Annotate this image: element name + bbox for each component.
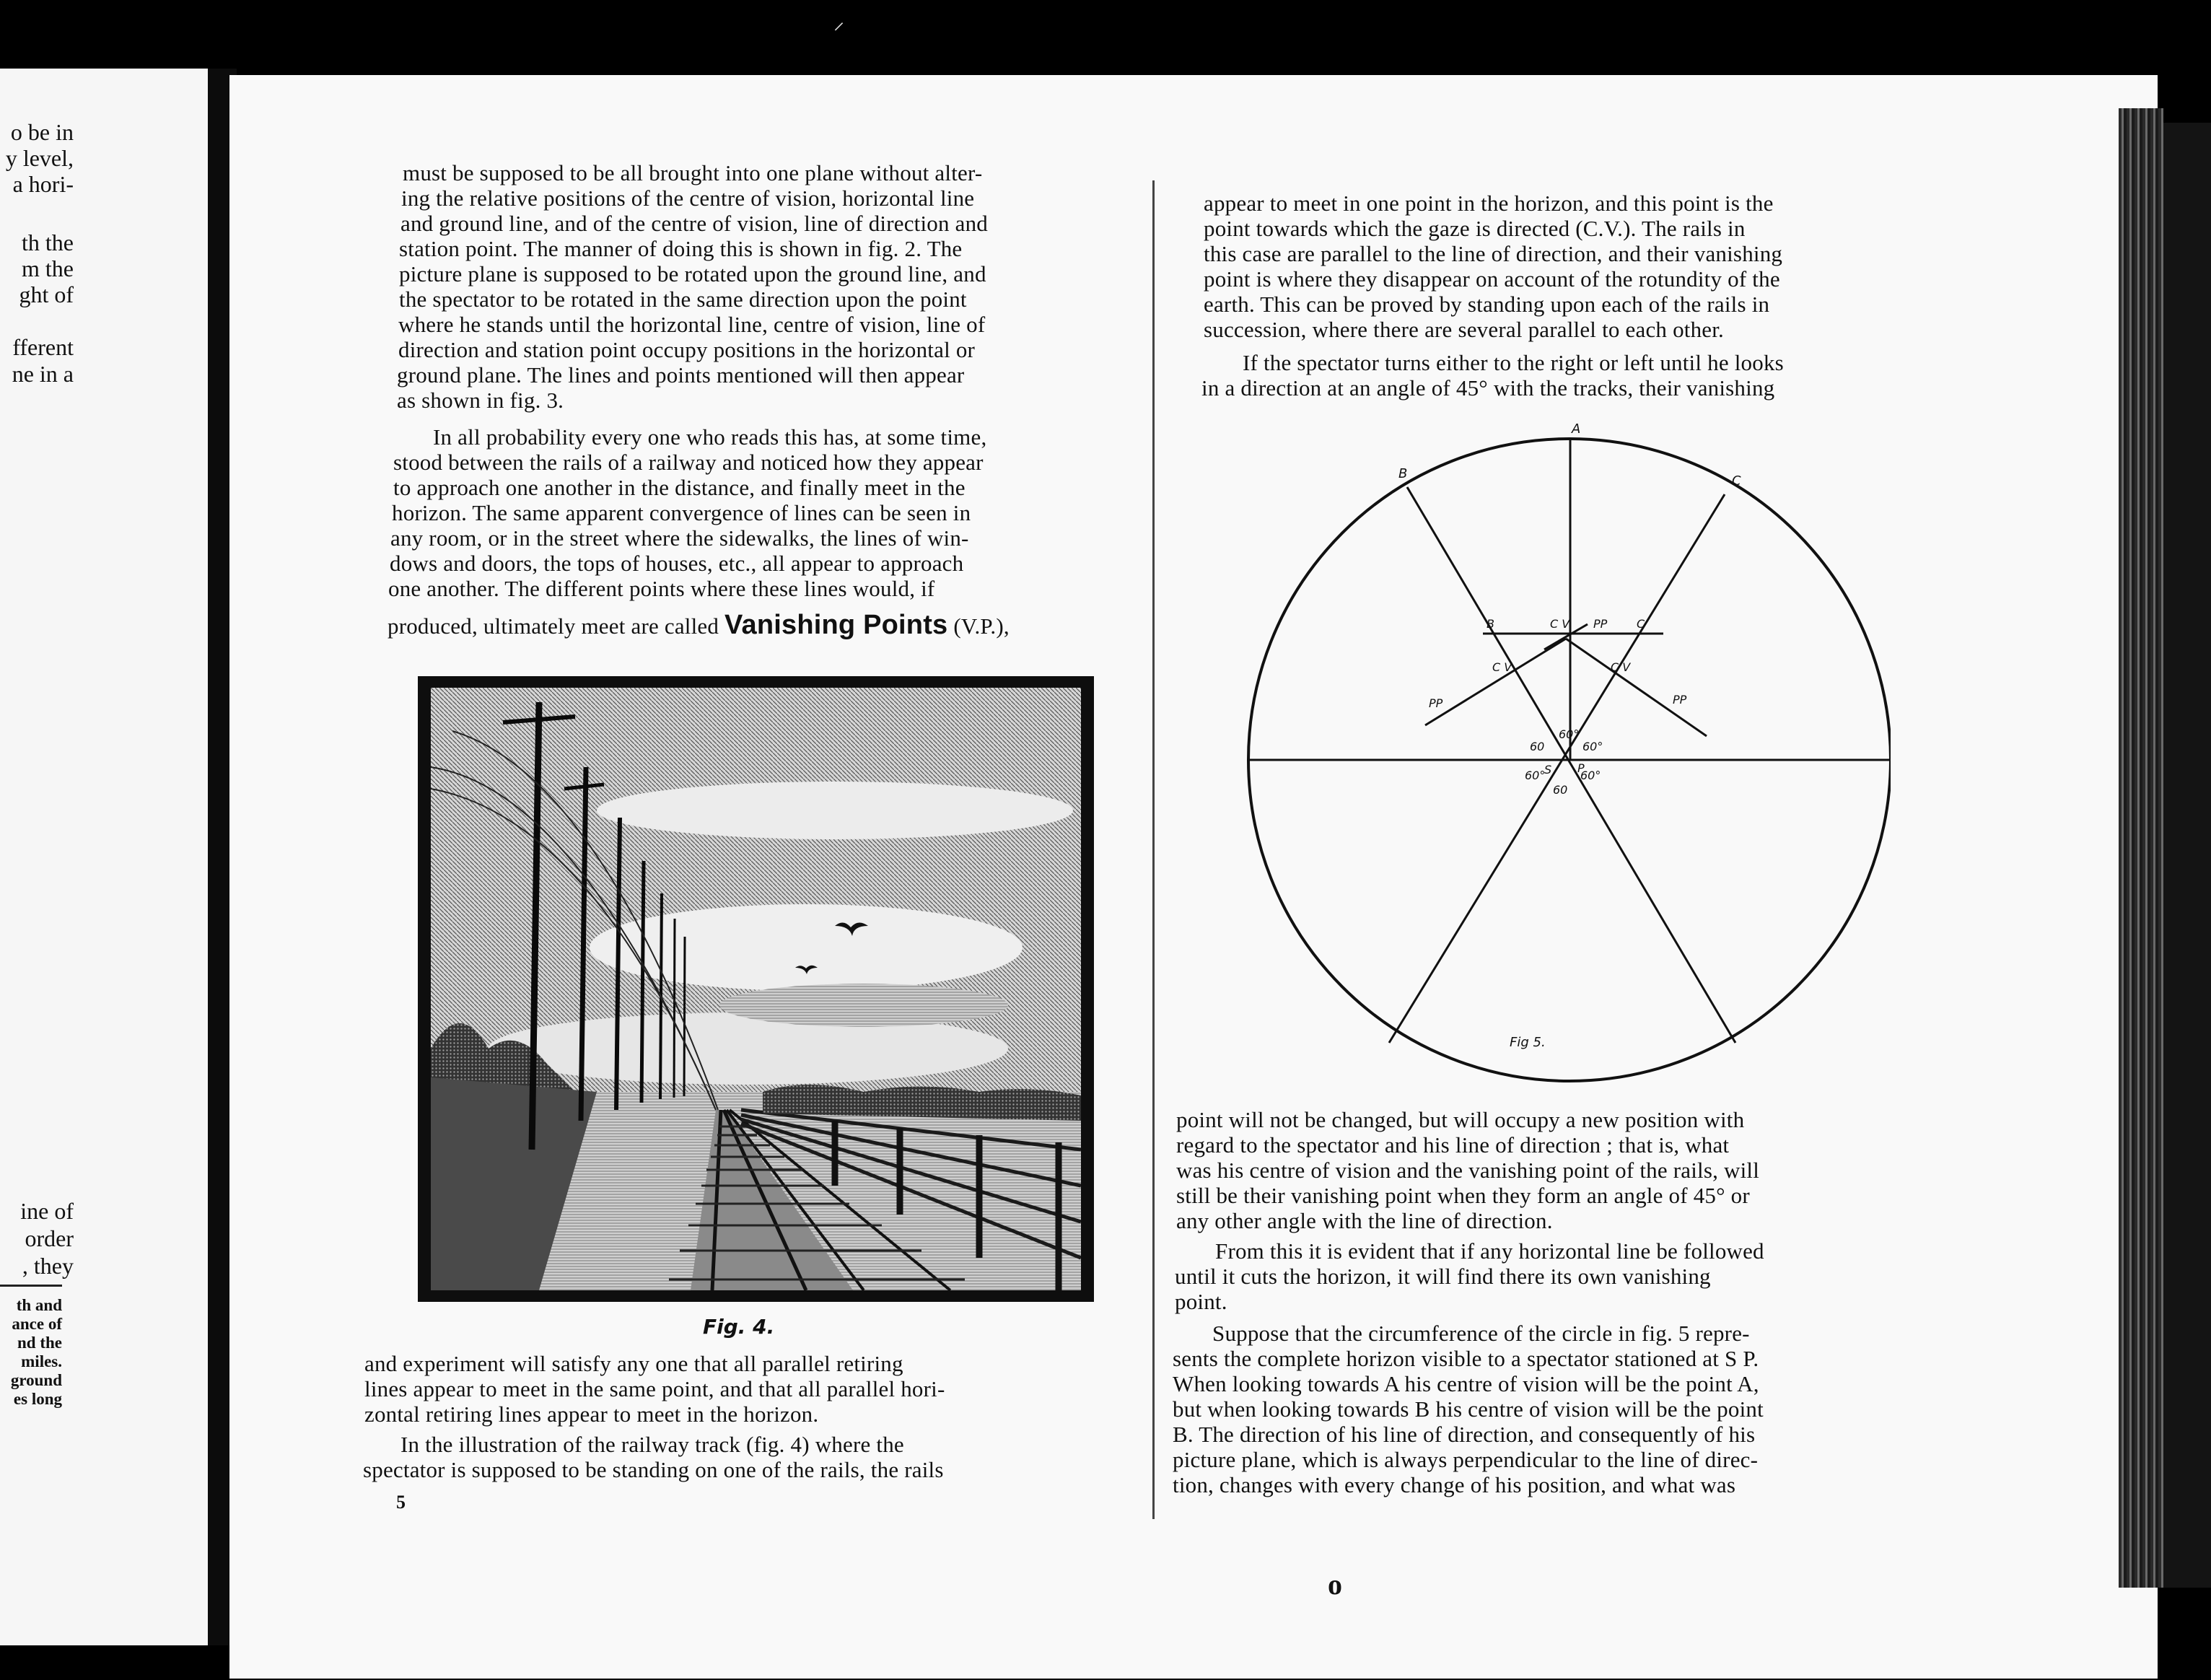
text-fragment: produced, ultimately meet are called [388,613,719,639]
footnote-line: es long [13,1390,62,1408]
text-line: horizon. The same apparent convergence of lines can be seen in [392,500,971,525]
left-line: order [25,1225,74,1251]
text-line: until it cuts the horizon, it will find there its own vanishing [1175,1264,1711,1289]
text-line: tion, changes with every change of his position, and what was [1173,1472,1736,1497]
text-line: dows and doors, the tops of houses, etc., all appear to approach [390,551,964,576]
footnote-line: nd the [17,1334,62,1352]
label-right-CV: C V [1611,660,1631,674]
label-inner-PP: PP [1593,617,1608,631]
text-line: point towards which the gaze is directed (C.V.). The rails in [1204,216,1746,241]
label-S: S [1544,763,1552,776]
footnote-line: ance of [12,1315,62,1333]
text-line: still be their vanishing point when they form an angle of 45° or [1176,1183,1750,1208]
text-line: succession, where there are several parallel to each other. [1204,317,1725,342]
text-line: one another. The different points where these lines would, if [388,576,935,601]
text-line: station point. The manner of doing this is shown in fig. 2. The [399,236,963,261]
figure-4-caption: Fig. 4. [703,1315,775,1339]
label-inner-CV: C V [1550,617,1570,631]
spoke-C [1389,494,1725,1043]
text-line [388,612,1010,639]
left-line: o be in [10,119,74,145]
text-line: and experiment will satisfy any one that all parallel retiring [364,1351,903,1376]
text-line: this case are parallel to the line of direction, and their vanishing [1204,241,1783,266]
label-left-CV: C V [1492,660,1512,674]
picture-plane-C [1566,639,1707,736]
text-line: B. The direction of his line of direction, and consequently of his [1173,1422,1756,1447]
figure-5-horizon-diagram [1227,419,1891,1082]
text-line: ground plane. The lines and points mentioned will then appear [397,362,965,388]
left-line: ght of [19,281,74,307]
text-line: If the spectator turns either to the right or left until he looks [1243,350,1784,375]
label-left-PP: PP [1429,696,1443,710]
text-line: ing the relative positions of the centre of vision, horizontal line [401,185,975,211]
text-line: any other angle with the line of direction. [1176,1208,1553,1233]
text-line: earth. This can be proved by standing upon each of the rails in [1204,292,1770,317]
left-line: y level, [5,145,74,171]
text-line: When looking towards A his centre of vision will be the point A, [1173,1371,1759,1396]
text-line: the spectator to be rotated in the same direction upon the point [399,286,967,312]
text-line: lines appear to meet in the same point, and that all parallel hori- [364,1376,945,1401]
label-angle-60: 60° [1525,769,1546,782]
text-line: picture plane is supposed to be rotated upon the ground line, and [399,261,986,286]
scan-speck: ⸝ [833,9,844,35]
left-line: ne in a [12,361,74,387]
term-vanishing-points: Vanishing Points [724,610,948,640]
left-line: fferent [12,334,74,360]
label-inner-B: B [1487,617,1494,631]
footnote-rule [0,1285,62,1287]
text-line: zontal retiring lines appear to meet in the horizon. [364,1401,819,1427]
text-line: Suppose that the circumference of the circle in fig. 5 repre- [1212,1321,1750,1346]
text-line: and ground line, and of the centre of vision, line of direction and [400,211,988,236]
text-line: point. [1175,1289,1227,1314]
label-A: A [1572,421,1581,437]
picture-plane-B [1425,639,1566,725]
label-angle-60: 60° [1559,727,1580,741]
text-line: but when looking towards B his centre of vision will be the point [1173,1396,1764,1422]
figure-4-railway-engraving [418,676,1094,1302]
left-line: m the [22,255,74,281]
page-number: 5 [396,1492,406,1513]
text-line: must be supposed to be all brought into one plane without alter- [403,160,983,185]
text-line: In the illustration of the railway track (fig. 4) where the [400,1432,904,1457]
label-right-PP: PP [1673,693,1687,706]
text-line: sents the complete horizon visible to a spectator stationed at S P. [1173,1346,1759,1371]
text-fragment: (V.P.), [953,613,1010,639]
label-B: B [1398,466,1408,481]
text-line: as shown in fig. 3. [397,388,564,413]
left-line: th the [22,229,74,255]
footnote-line: ground [10,1371,62,1389]
text-line: to approach one another in the distance, and finally meet in the [393,475,966,500]
text-line: was his centre of vision and the vanishing point of the rails, will [1176,1158,1760,1183]
footnote-line: miles. [21,1352,62,1370]
footnote-line: th and [16,1296,62,1314]
railway-illustration [431,688,1081,1290]
text-line: picture plane, which is always perpendicular to the line of direc- [1173,1447,1759,1472]
text-line: direction and station point occupy positions in the horizontal or [398,337,976,362]
label-inner-C: C [1637,617,1645,631]
figure-5-caption: Fig 5. [1510,1035,1546,1050]
column-divider [1152,180,1155,1519]
page-edges [2119,108,2163,1588]
text-line: where he stands until the horizontal line, centre of vision, line of [398,312,986,337]
label-P: P [1577,761,1585,775]
left-line: a hori- [12,171,74,197]
left-line: ine of [20,1198,74,1224]
horizon-circle-diagram [1227,419,1891,1082]
text-line: point is where they disappear on account of the rotundity of the [1204,266,1780,292]
text-line: From this it is evident that if any horizontal line be followed [1215,1238,1764,1264]
text-line: in a direction at an angle of 45° with the tracks, their vanishing [1201,375,1775,401]
text-line: spectator is supposed to be standing on one of the rails, the rails [363,1457,944,1482]
left-line: , they [22,1253,74,1279]
label-C: C [1732,473,1741,489]
book-spine [2163,123,2211,1588]
label-angle-60: 60° [1582,740,1603,753]
text-line: regard to the spectator and his line of direction ; that is, what [1176,1132,1730,1158]
text-line: appear to meet in one point in the horizon, and this point is the [1204,191,1774,216]
text-line: stood between the rails of a railway and noticed how they appear [393,450,984,475]
text-line: In all probability every one who reads this has, at some time, [433,424,987,450]
label-angle-60: 60 [1530,740,1545,753]
text-line: point will not be changed, but will occupy a new position with [1176,1107,1745,1132]
text-line: any room, or in the street where the sidewalks, the lines of win- [390,525,969,551]
label-angle-60: 60° [1580,769,1601,782]
label-angle-60: 60 [1553,783,1568,797]
bottom-mark: o [1328,1568,1342,1601]
